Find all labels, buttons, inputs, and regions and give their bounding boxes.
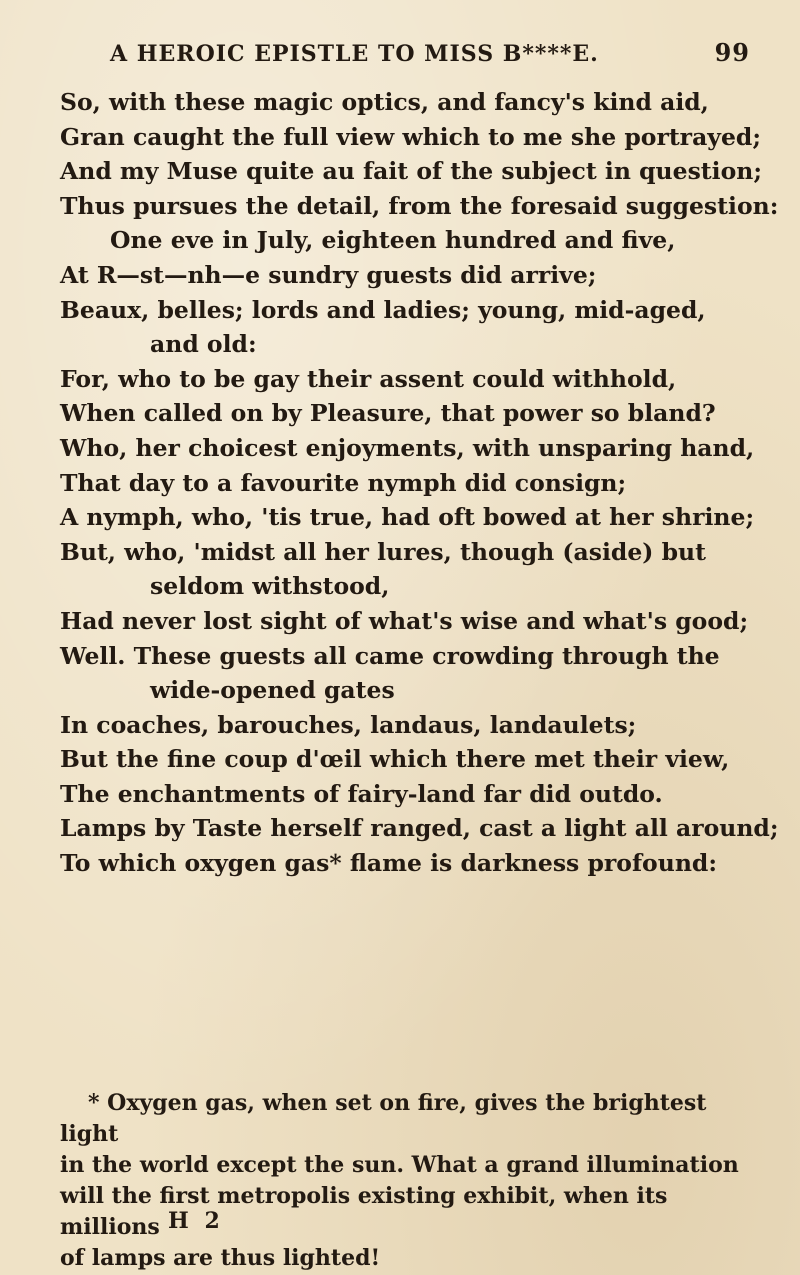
signature-mark: H 2 <box>168 1208 224 1234</box>
poem-line: When called on by Pleasure, that power so bland? <box>60 399 716 428</box>
poem-line: That day to a favourite nymph did consign; <box>60 468 627 497</box>
poem-line-continuation: and old: <box>150 330 257 359</box>
poem-line: In coaches, barouches, landaus, landaulets; <box>60 710 637 739</box>
page-number: 99 <box>714 38 750 67</box>
running-title: A HEROIC EPISTLE TO MISS B****E. <box>110 41 599 67</box>
poem-line: And my Muse quite au fait of the subject in question; <box>60 157 763 186</box>
poem-line: To which oxygen gas* flame is darkness profound: <box>60 849 718 878</box>
footnote-line: * Oxygen gas, when set on fire, gives the brightest light <box>60 1090 707 1147</box>
poem-line: Thus pursues the detail, from the foresaid suggestion: <box>60 191 779 220</box>
poem-line: Lamps by Taste herself ranged, cast a light all around; <box>60 814 779 843</box>
poem-line: But the fine coup d'œil which there met their view, <box>60 745 730 774</box>
poem-line: At R—st—nh—e sundry guests did arrive; <box>60 260 597 289</box>
poem-line: But, who, 'midst all her lures, though (aside) but <box>60 537 706 566</box>
poem-line: Well. These guests all came crowding through the <box>60 641 720 670</box>
footnote <box>60 1088 770 1274</box>
poem-line: One eve in July, eighteen hundred and five, <box>110 226 676 255</box>
poem-line-continuation: seldom withstood, <box>150 572 390 601</box>
poem-line: For, who to be gay their assent could withhold, <box>60 364 677 393</box>
poem-line: Gran caught the full view which to me she portrayed; <box>60 122 762 151</box>
footnote-line: of lamps are thus lighted! <box>60 1245 381 1271</box>
poem-line: Beaux, belles; lords and ladies; young, mid-aged, <box>60 295 706 324</box>
running-header <box>110 38 750 67</box>
poem-line: So, with these magic optics, and fancy's kind aid, <box>60 88 709 116</box>
footnote-line: in the world except the sun. What a grand illumination <box>60 1152 739 1178</box>
poem-line: A nymph, who, 'tis true, had oft bowed at her shrine; <box>60 503 755 532</box>
poem-line: The enchantments of fairy-land far did outdo. <box>60 779 663 808</box>
footnote-line: will the first metropolis existing exhibit, when its millions <box>60 1183 668 1240</box>
poem-line: Had never lost sight of what's wise and what's good; <box>60 606 749 635</box>
poem-body <box>60 85 779 881</box>
poem-line-continuation: wide-opened gates <box>150 676 395 705</box>
poem-line: Who, her choicest enjoyments, with unsparing hand, <box>60 433 755 462</box>
